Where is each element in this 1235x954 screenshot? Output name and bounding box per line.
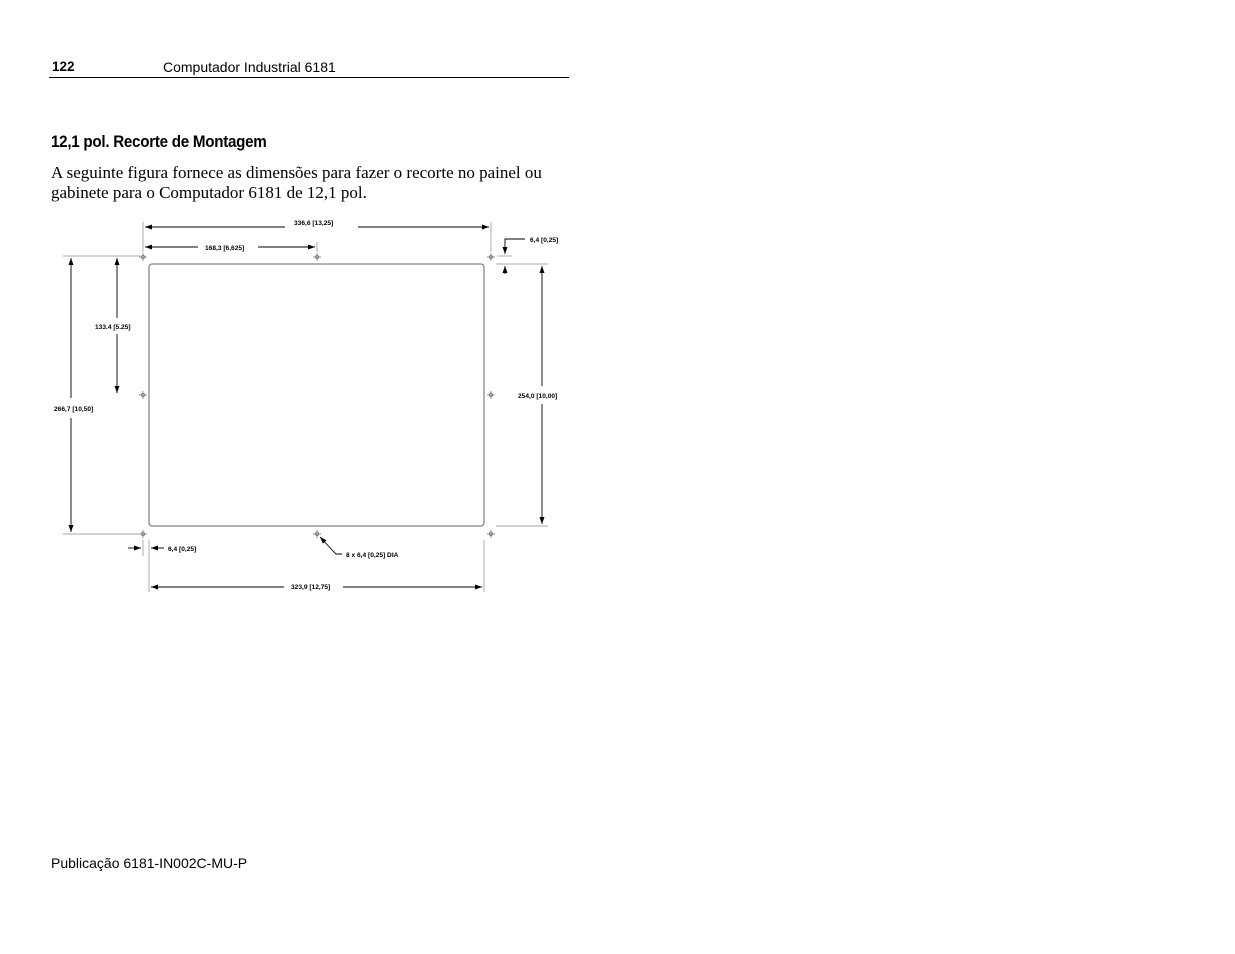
label-top-offset: 6,4 [0,25]	[530, 237, 559, 244]
mounting-holes	[139, 253, 495, 538]
section-heading: 12,1 pol. Recorte de Montagem	[51, 133, 267, 151]
cutout-outline	[149, 264, 484, 526]
dimension-top-offset	[505, 239, 525, 274]
label-cutout-width: 323,9 [12,75]	[291, 584, 331, 591]
label-half-height: 133.4 [5.25]	[95, 324, 131, 331]
leader-holes	[320, 537, 342, 554]
label-side-offset: 6,4 [0,25]	[168, 546, 197, 553]
running-title: Computador Industrial 6181	[163, 59, 336, 75]
section-paragraph: A seguinte figura fornece as dimensões para fazer o recorte no painel ou gabinete para o Computador 6181 de 12,1 pol.	[51, 163, 542, 202]
page-number: 122	[52, 59, 75, 74]
label-holes: 8 x 6,4 [0,25] DIA	[346, 552, 399, 559]
label-overall-width: 336,6 [13,25]	[294, 220, 334, 227]
extension-lines	[63, 222, 548, 592]
publication-footer: Publicação 6181-IN002C-MU-P	[51, 855, 248, 871]
mounting-hole	[487, 253, 495, 261]
mounting-hole	[313, 530, 321, 538]
label-half-width: 168,3 [6,625]	[205, 245, 245, 252]
mounting-hole	[139, 253, 147, 261]
label-cutout-height: 254,0 [10,00]	[518, 393, 558, 400]
label-overall-height: 266,7 [10,50]	[54, 406, 94, 413]
mounting-hole	[313, 253, 321, 261]
mounting-hole	[487, 391, 495, 399]
mounting-hole	[139, 530, 147, 538]
page-header	[49, 59, 569, 78]
mounting-hole	[487, 530, 495, 538]
mounting-hole	[139, 391, 147, 399]
